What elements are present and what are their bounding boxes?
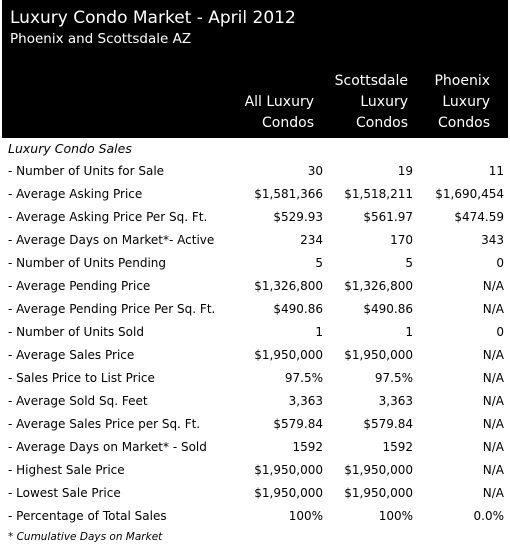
report-title: Luxury Condo Market - April 2012 <box>10 8 296 28</box>
phoenix-value: N/A <box>482 463 504 477</box>
row-label: - Number of Units for Sale <box>8 164 165 178</box>
phoenix-value: 11 <box>488 164 504 178</box>
all-luxury-value: $1,326,800 <box>254 279 323 293</box>
all-luxury-value: $529.93 <box>273 210 323 224</box>
row-label: - Lowest Sale Price <box>8 486 121 500</box>
all-luxury-value: $579.84 <box>273 417 323 431</box>
column-header-line: Condos <box>262 115 314 131</box>
table-row <box>0 368 510 391</box>
phoenix-value: N/A <box>482 371 504 385</box>
row-label: - Number of Units Sold <box>8 325 144 339</box>
row-label: - Percentage of Total Sales <box>8 509 167 523</box>
all-luxury-value: $490.86 <box>273 302 323 316</box>
table-row <box>0 230 510 253</box>
column-header-line: Scottsdale <box>334 73 408 89</box>
row-label: - Average Asking Price <box>8 187 143 201</box>
table-row <box>0 506 510 529</box>
scottsdale-value: 97.5% <box>374 371 413 385</box>
table-row <box>0 460 510 483</box>
all-luxury-value: $1,950,000 <box>254 348 323 362</box>
all-luxury-value: 1 <box>315 325 323 339</box>
phoenix-value: 0 <box>496 325 504 339</box>
row-label: - Average Pending Price <box>8 279 151 293</box>
row-label: - Highest Sale Price <box>8 463 125 477</box>
phoenix-value: N/A <box>482 394 504 408</box>
all-luxury-value: 234 <box>300 233 323 247</box>
phoenix-value: N/A <box>482 302 504 316</box>
column-header-scottsdale <box>335 71 408 134</box>
all-luxury-value: $1,950,000 <box>254 486 323 500</box>
row-label: - Number of Units Pending <box>8 256 167 270</box>
scottsdale-value: 100% <box>378 509 413 523</box>
row-label: - Average Sales Price <box>8 348 135 362</box>
all-luxury-value: 3,363 <box>288 394 323 408</box>
all-luxury-value: 1592 <box>292 440 323 454</box>
row-label: - Average Days on Market*- Active <box>8 233 215 247</box>
phoenix-value: N/A <box>482 417 504 431</box>
row-label: - Sales Price to List Price <box>8 371 155 385</box>
phoenix-value: $474.59 <box>454 210 504 224</box>
scottsdale-value: 170 <box>390 233 413 247</box>
table-row <box>0 253 510 276</box>
table-row <box>0 184 510 207</box>
all-luxury-value: 97.5% <box>284 371 323 385</box>
phoenix-value: 343 <box>481 233 504 247</box>
phoenix-value: N/A <box>482 348 504 362</box>
table-row <box>0 276 510 299</box>
table-row <box>0 322 510 345</box>
report-subtitle: Phoenix and Scottsdale AZ <box>10 31 192 47</box>
all-luxury-value: 5 <box>315 256 323 270</box>
column-header-line: Condos <box>356 115 408 131</box>
scottsdale-value: $561.97 <box>363 210 413 224</box>
column-header-line: Condos <box>438 115 490 131</box>
scottsdale-value: 3,363 <box>378 394 413 408</box>
footnote: * Cumulative Days on Market <box>8 531 163 543</box>
table-row <box>0 345 510 368</box>
table-row <box>0 391 510 414</box>
phoenix-value: N/A <box>482 440 504 454</box>
scottsdale-value: $1,326,800 <box>344 279 413 293</box>
column-header-all-luxury <box>245 92 314 134</box>
phoenix-value: N/A <box>482 486 504 500</box>
table-row <box>0 161 510 184</box>
scottsdale-value: 1592 <box>382 440 413 454</box>
scottsdale-value: $1,950,000 <box>344 486 413 500</box>
column-header-line: All Luxury <box>244 94 314 110</box>
row-label: - Average Days on Market* - Sold <box>8 440 207 454</box>
column-header-line: Luxury <box>442 94 490 110</box>
scottsdale-value: $1,950,000 <box>344 463 413 477</box>
scottsdale-value: $579.84 <box>363 417 413 431</box>
all-luxury-value: $1,581,366 <box>254 187 323 201</box>
column-header-line: Luxury <box>360 94 408 110</box>
scottsdale-value: 1 <box>405 325 413 339</box>
phoenix-value: 0.0% <box>473 509 504 523</box>
phoenix-value: N/A <box>482 279 504 293</box>
table-row <box>0 207 510 230</box>
column-header-line: Phoenix <box>434 73 490 89</box>
row-label: - Average Sold Sq. Feet <box>8 394 148 408</box>
column-header-phoenix <box>434 71 490 134</box>
scottsdale-value: 5 <box>405 256 413 270</box>
all-luxury-value: 30 <box>307 164 323 178</box>
row-label: - Average Sales Price per Sq. Ft. <box>8 417 201 431</box>
report-header <box>2 0 508 138</box>
scottsdale-value: $490.86 <box>363 302 413 316</box>
table-row <box>0 437 510 460</box>
phoenix-value: $1,690,454 <box>435 187 504 201</box>
all-luxury-value: 100% <box>288 509 323 523</box>
row-label: - Average Pending Price Per Sq. Ft. <box>8 302 216 316</box>
table-row <box>0 483 510 506</box>
section-title: Luxury Condo Sales <box>8 141 132 156</box>
scottsdale-value: $1,950,000 <box>344 348 413 362</box>
all-luxury-value: $1,950,000 <box>254 463 323 477</box>
table-row <box>0 299 510 322</box>
data-table <box>0 161 510 529</box>
row-label: - Average Asking Price Per Sq. Ft. <box>8 210 208 224</box>
scottsdale-value: $1,518,211 <box>344 187 413 201</box>
phoenix-value: 0 <box>496 256 504 270</box>
scottsdale-value: 19 <box>397 164 413 178</box>
table-row <box>0 414 510 437</box>
